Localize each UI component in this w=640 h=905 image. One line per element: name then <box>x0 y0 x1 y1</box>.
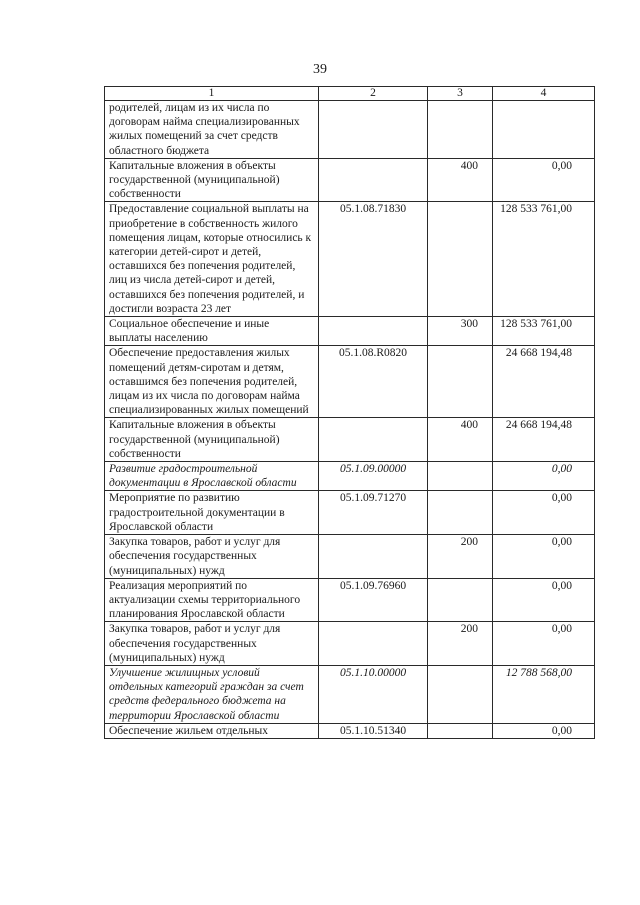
row-expense-type <box>428 462 493 491</box>
column-header: 3 <box>428 87 493 101</box>
row-code: 05.1.09.76960 <box>319 578 428 622</box>
row-expense-type <box>428 578 493 622</box>
row-name: Капитальные вложения в объекты государственной (муниципальной) собственности <box>105 418 319 462</box>
row-expense-type: 200 <box>428 622 493 666</box>
table-row <box>105 418 595 462</box>
row-name: Закупка товаров, работ и услуг для обеспечения государственных (муниципальных) нужд <box>105 535 319 579</box>
row-code <box>319 622 428 666</box>
row-name: Развитие градостроительной документации в Ярославской области <box>105 462 319 491</box>
table-row <box>105 462 595 491</box>
table-row <box>105 346 595 418</box>
row-amount: 0,00 <box>493 622 595 666</box>
row-expense-type <box>428 202 493 317</box>
row-amount: 128 533 761,00 <box>493 317 595 346</box>
column-header: 2 <box>319 87 428 101</box>
row-code <box>319 101 428 159</box>
row-expense-type <box>428 665 493 723</box>
table-row <box>105 491 595 535</box>
row-amount: 12 788 568,00 <box>493 665 595 723</box>
row-code: 05.1.09.00000 <box>319 462 428 491</box>
row-code <box>319 158 428 202</box>
budget-table <box>104 86 595 739</box>
table-row <box>105 158 595 202</box>
row-name: Предоставление социальной выплаты на приобретение в собственность жилого помещения лицам, которые относились к категории детей-сирот и детей, оставшихся без попечения родителей, лиц из числа детей-сирот и детей, оставшихся без попечения родителей, и достигли возраста 23 лет <box>105 202 319 317</box>
table-row <box>105 202 595 317</box>
row-expense-type <box>428 101 493 159</box>
row-code <box>319 535 428 579</box>
row-name: Мероприятие по развитию градостроительной документации в Ярославской области <box>105 491 319 535</box>
row-amount: 128 533 761,00 <box>493 202 595 317</box>
row-amount <box>493 101 595 159</box>
row-code <box>319 418 428 462</box>
row-expense-type: 200 <box>428 535 493 579</box>
column-header: 4 <box>493 87 595 101</box>
row-amount: 24 668 194,48 <box>493 346 595 418</box>
row-name: Обеспечение жильем отдельных <box>105 723 319 738</box>
row-code <box>319 317 428 346</box>
row-amount: 0,00 <box>493 158 595 202</box>
row-amount: 0,00 <box>493 535 595 579</box>
row-name: Капитальные вложения в объекты государственной (муниципальной) собственности <box>105 158 319 202</box>
table-row <box>105 578 595 622</box>
row-code: 05.1.10.51340 <box>319 723 428 738</box>
table-header-row <box>105 87 595 101</box>
row-expense-type: 400 <box>428 158 493 202</box>
row-name: родителей, лицам из их числа по договорам найма специализированных жилых помещений за счет средств областного бюджета <box>105 101 319 159</box>
row-code: 05.1.08.R0820 <box>319 346 428 418</box>
row-amount: 0,00 <box>493 723 595 738</box>
table-row <box>105 723 595 738</box>
row-expense-type <box>428 346 493 418</box>
table-row <box>105 665 595 723</box>
row-amount: 24 668 194,48 <box>493 418 595 462</box>
row-name: Реализация мероприятий по актуализации схемы территориального планирования Ярославской области <box>105 578 319 622</box>
row-expense-type: 400 <box>428 418 493 462</box>
row-name: Социальное обеспечение и иные выплаты населению <box>105 317 319 346</box>
row-code: 05.1.10.00000 <box>319 665 428 723</box>
table-row <box>105 622 595 666</box>
row-expense-type: 300 <box>428 317 493 346</box>
row-code: 05.1.09.71270 <box>319 491 428 535</box>
row-name: Закупка товаров, работ и услуг для обеспечения государственных (муниципальных) нужд <box>105 622 319 666</box>
row-expense-type <box>428 723 493 738</box>
row-name: Обеспечение предоставления жилых помещений детям-сиротам и детям, оставшимся без попечения родителей, лицам из их числа по договорам найма специализированных жилых помещений <box>105 346 319 418</box>
row-amount: 0,00 <box>493 462 595 491</box>
row-amount: 0,00 <box>493 491 595 535</box>
row-code: 05.1.08.71830 <box>319 202 428 317</box>
column-header: 1 <box>105 87 319 101</box>
table-row <box>105 535 595 579</box>
table-row <box>105 101 595 159</box>
row-name: Улучшение жилищных условий отдельных категорий граждан за счет средств федерального бюджета на территории Ярославской области <box>105 665 319 723</box>
row-expense-type <box>428 491 493 535</box>
page-number: 39 <box>313 62 327 77</box>
table-row <box>105 317 595 346</box>
row-amount: 0,00 <box>493 578 595 622</box>
